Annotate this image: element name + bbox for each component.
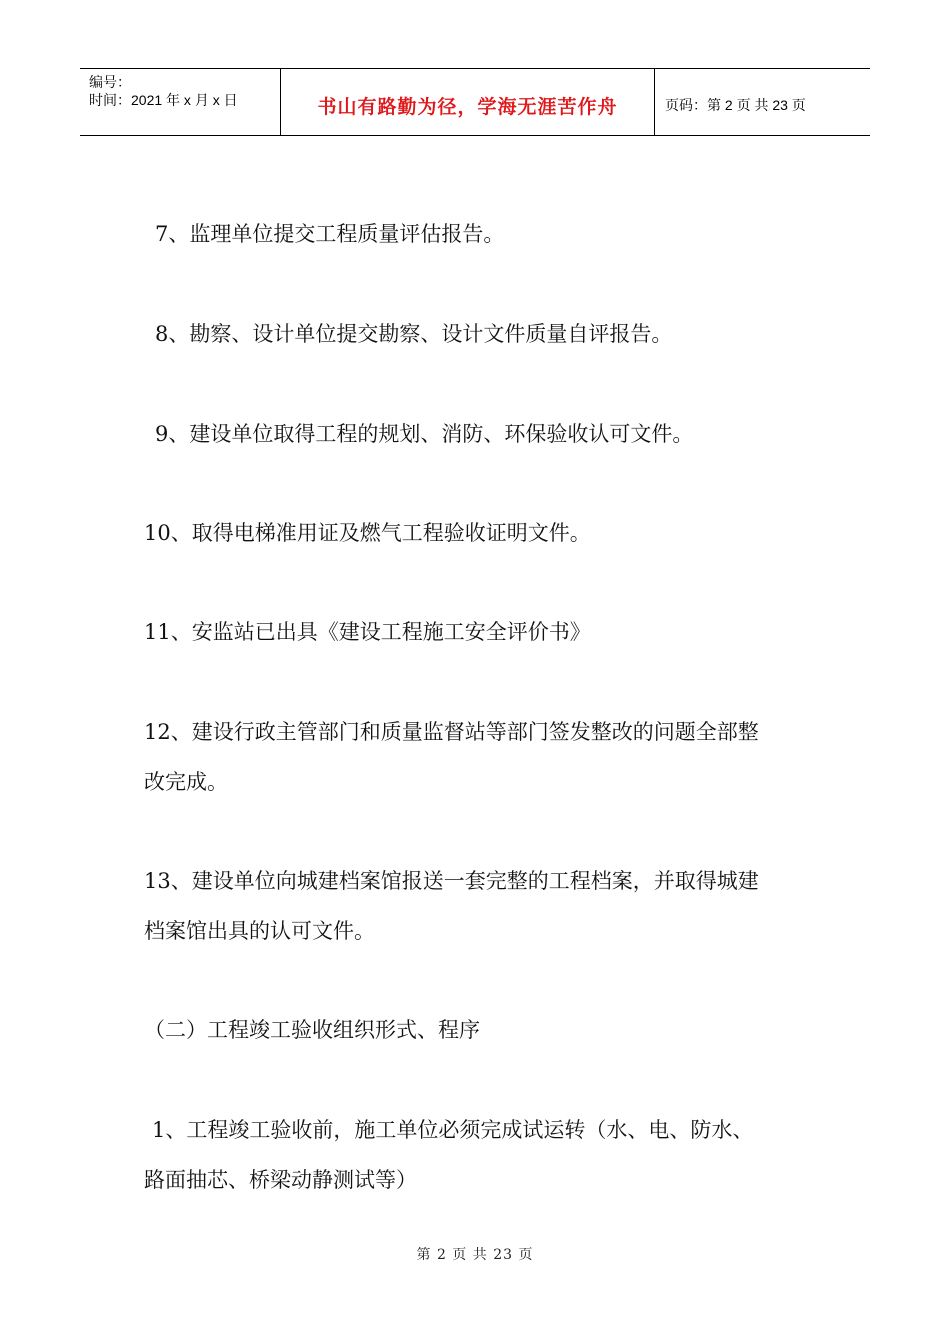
page-footer: 第 2 页 共 23 页 <box>416 1247 534 1263</box>
section-heading: （二）工程竣工验收组织形式、程序 <box>144 1018 480 1042</box>
section-item-1-line-1: 1、工程竣工验收前，施工单位必须完成试运转（水、电、防水、 <box>152 1118 754 1142</box>
document-date-label: 时间：2021 年 x 月 x 日 <box>89 92 238 108</box>
list-item-10: 10、取得电梯准用证及燃气工程验收证明文件。 <box>144 521 591 545</box>
section-item-1-line-2: 路面抽芯、桥梁动静测试等） <box>144 1168 417 1192</box>
page-header <box>80 68 870 136</box>
list-item-8: 8、勘察、设计单位提交勘察、设计文件质量自评报告。 <box>155 322 673 346</box>
list-item-13-line-1: 13、建设单位向城建档案馆报送一套完整的工程档案，并取得城建 <box>144 869 759 893</box>
list-item-12-line-2: 改完成。 <box>144 770 228 794</box>
header-slogan: 书山有路勤为径，学海无涯苦作舟 <box>281 69 655 135</box>
list-item-7: 7、监理单位提交工程质量评估报告。 <box>155 222 505 246</box>
list-item-11: 11、安监站已出具《建设工程施工安全评价书》 <box>144 620 591 644</box>
list-item-9: 9、建设单位取得工程的规划、消防、环保验收认可文件。 <box>155 422 694 446</box>
list-item-13-line-2: 档案馆出具的认可文件。 <box>144 919 375 943</box>
document-number-label: 编号： <box>89 74 131 90</box>
header-page-info: 页码：第 2 页 共 23 页 <box>665 97 806 113</box>
list-item-12-line-1: 12、建设行政主管部门和质量监督站等部门签发整改的问题全部整 <box>144 720 759 744</box>
header-meta <box>80 69 281 135</box>
